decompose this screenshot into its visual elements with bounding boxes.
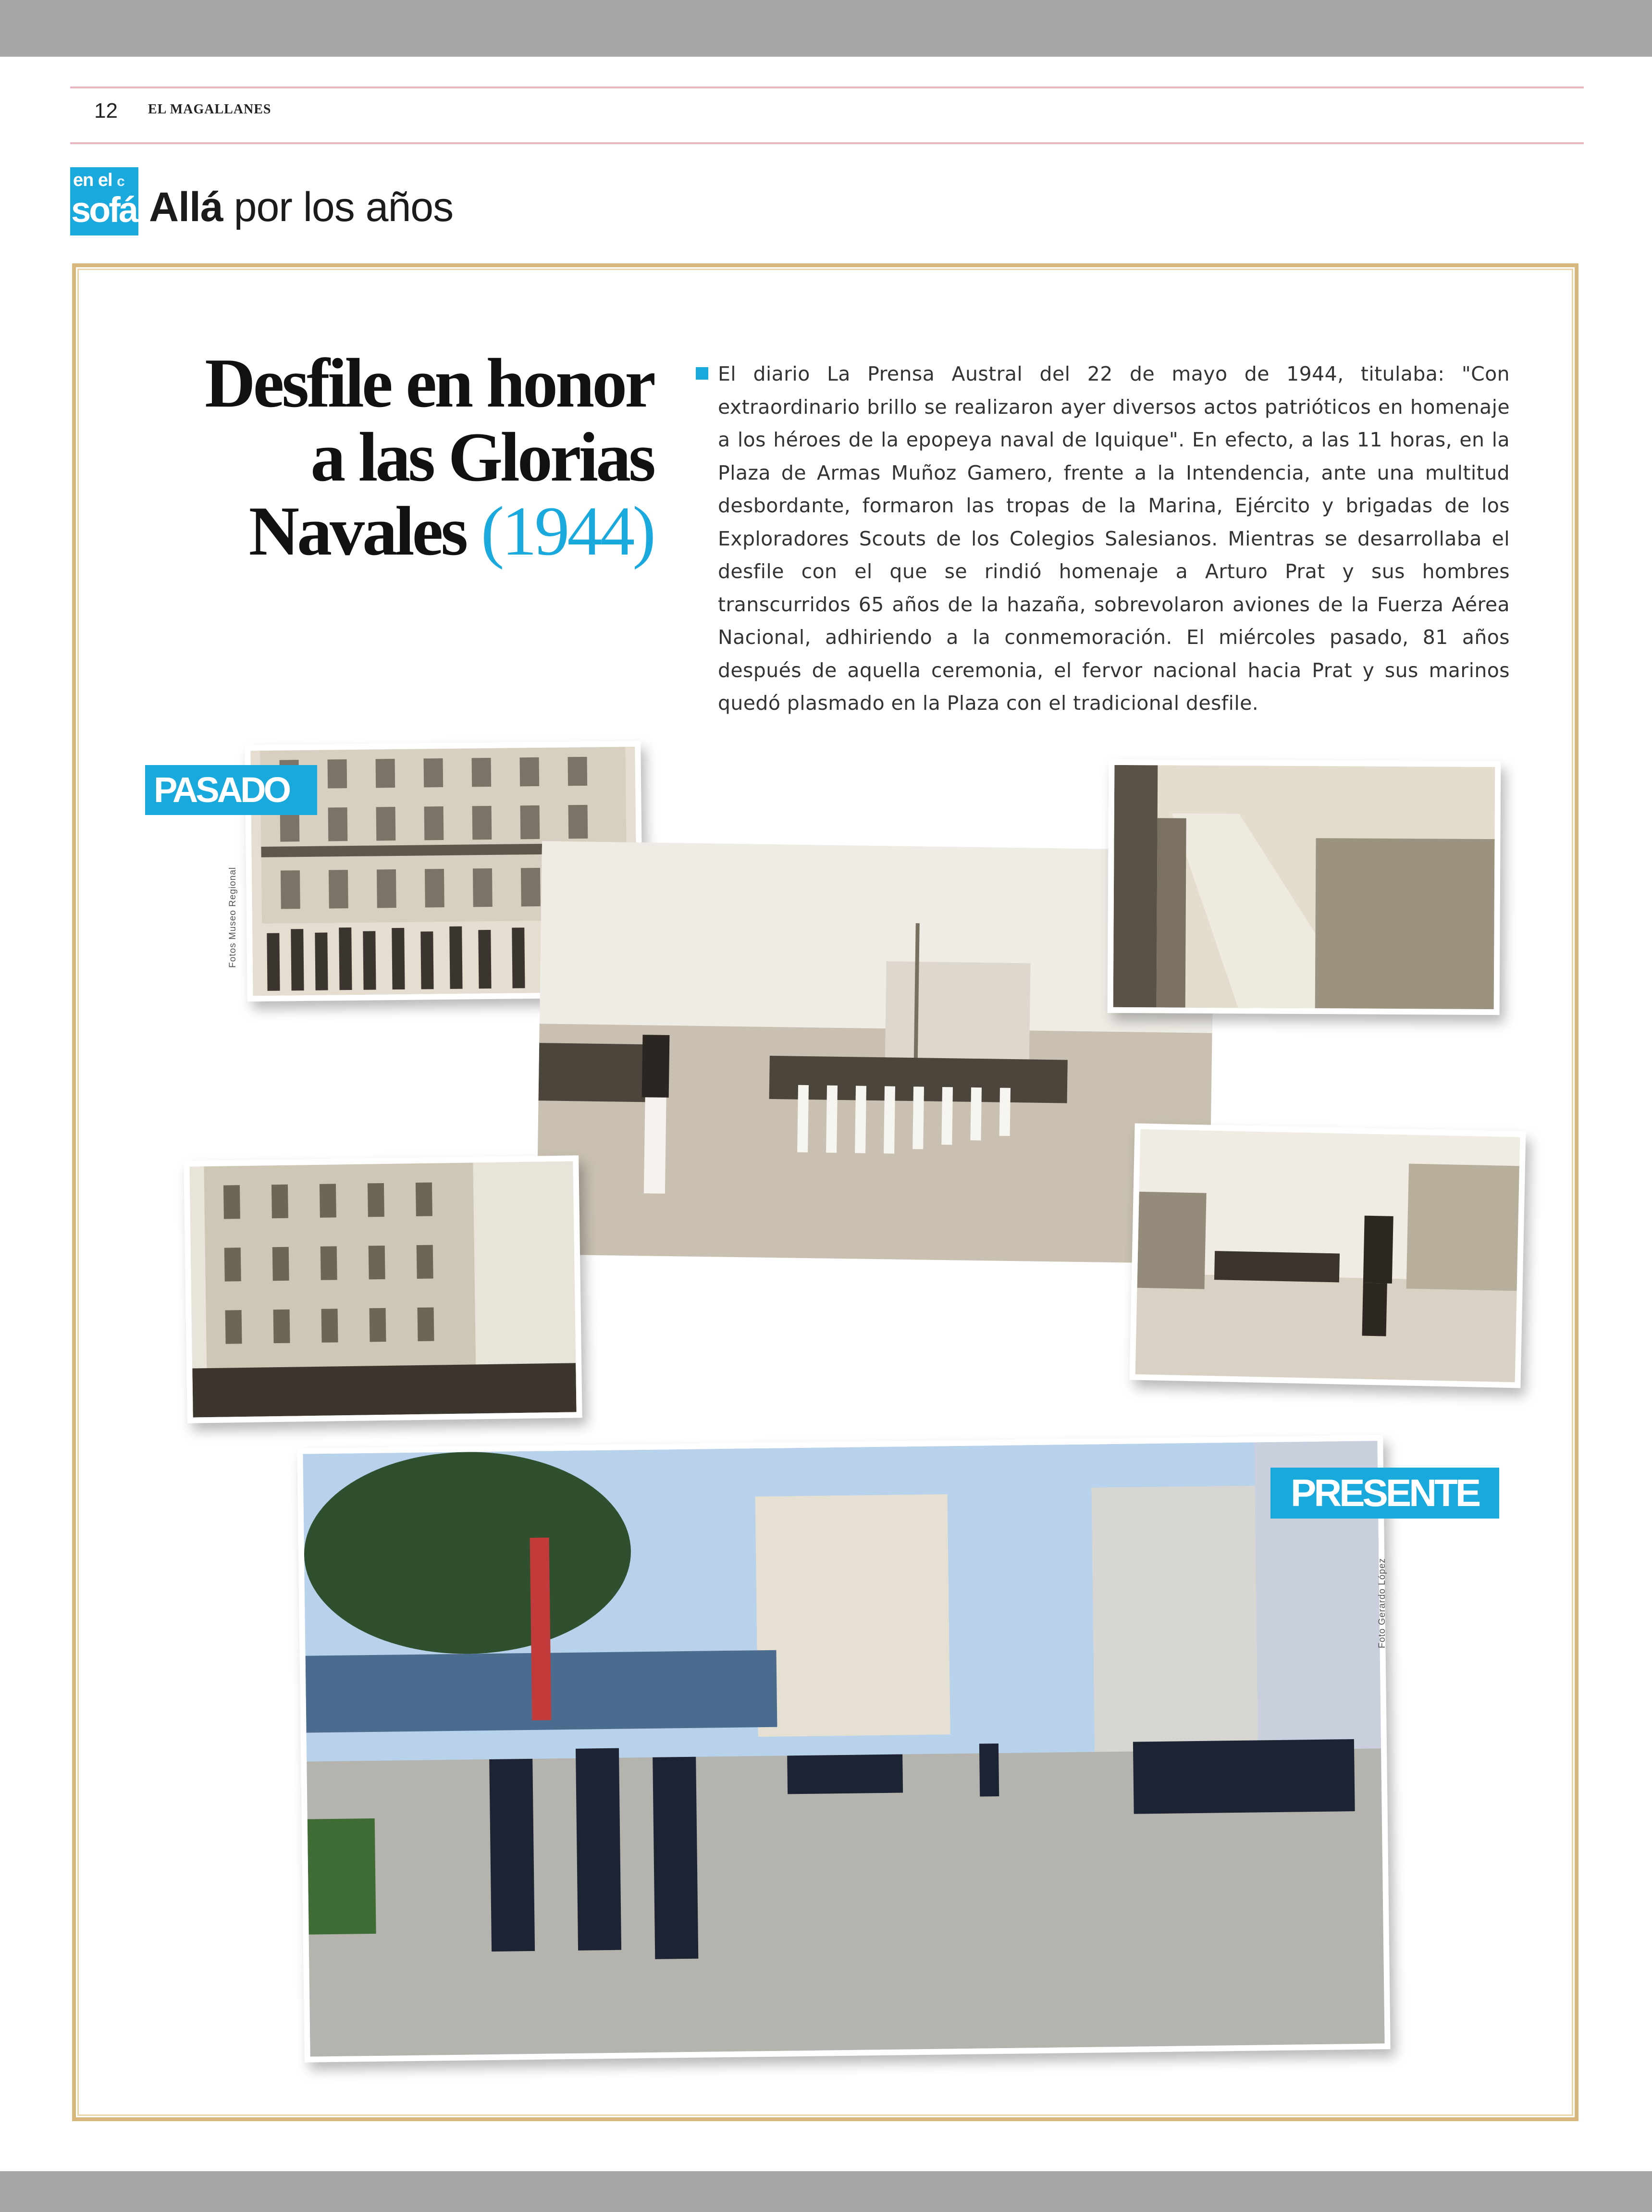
- crowd-drawing: [189, 1161, 576, 1417]
- officer-drawing: [1135, 1129, 1520, 1382]
- header-rule: [70, 142, 1584, 144]
- body-bullet-icon: [696, 367, 708, 380]
- logo-bottom-text: sofá: [71, 190, 137, 230]
- photo-past-officer-image: [1135, 1129, 1520, 1382]
- article-body: El diario La Prensa Austral del 22 de mayo de 1944, titulaba: "Con extraordinario brillo se realizaron ayer diversos actos patrióticos en homenaje a los héroes de la epopeya naval de Iquique". En efecto, a las 11 horas, en la Plaza de Armas Muñoz Gamero, frente a la Intendencia, ante una multitud desbordante, formaron las tropas de la Marina, Ejército y brigadas de los Exploradores Scouts de los Colegios Salesianos. Mientras se desarrollaba el desfile con el que se rindió homenaje a Arturo Prat y sus hombres transcurridos 65 años de la hazaña, sobrevolaron aviones de la Fuerza Aérea Nacional, adhiriendo a la conmemoración. El miércoles pasado, 81 años después de aquella ceremonia, el fervor nacional hacia Prat y sus marinos quedó plasmado en la Plaza con el tradicional desfile.: [718, 362, 1510, 715]
- headline-year: (1944): [481, 492, 653, 570]
- section-title: [149, 184, 453, 231]
- article-headline: [125, 346, 653, 568]
- headline-line3-text: Navales: [248, 492, 481, 570]
- section-title-bold: Allá: [149, 184, 223, 230]
- page-number: 12: [94, 99, 118, 123]
- section-title-rest: por los años: [222, 184, 454, 230]
- photo-present-parade-image: [303, 1441, 1384, 2056]
- label-pasado: PASADO: [145, 765, 317, 815]
- headline-line1: Desfile en honor: [205, 344, 653, 422]
- photo-past-aerial-image: [1113, 765, 1495, 1009]
- top-rule: [70, 87, 1584, 88]
- label-presente: PRESENTE: [1270, 1468, 1499, 1519]
- present-parade-drawing: [303, 1441, 1384, 2056]
- headline-line3: [125, 494, 653, 568]
- headline-line2: a las Glorias: [310, 418, 653, 496]
- logo-c: c: [117, 173, 124, 189]
- aerial-drawing: [1113, 765, 1495, 1009]
- credit-past-photos: Fotos Museo Regional: [228, 866, 238, 968]
- photo-past-officer: [1129, 1124, 1526, 1388]
- logo-line1: en el: [73, 170, 112, 190]
- logo-top-text: [73, 170, 124, 191]
- publication-name: EL MAGALLANES: [148, 102, 271, 117]
- credit-present-photo: Foto Gerardo López: [1377, 1557, 1387, 1648]
- photo-past-aerial: [1108, 759, 1501, 1015]
- photo-present-parade: [297, 1435, 1390, 2063]
- en-el-sofa-logo: [70, 167, 138, 235]
- photo-past-crowd-image: [189, 1161, 576, 1417]
- photo-past-crowd: [184, 1155, 582, 1423]
